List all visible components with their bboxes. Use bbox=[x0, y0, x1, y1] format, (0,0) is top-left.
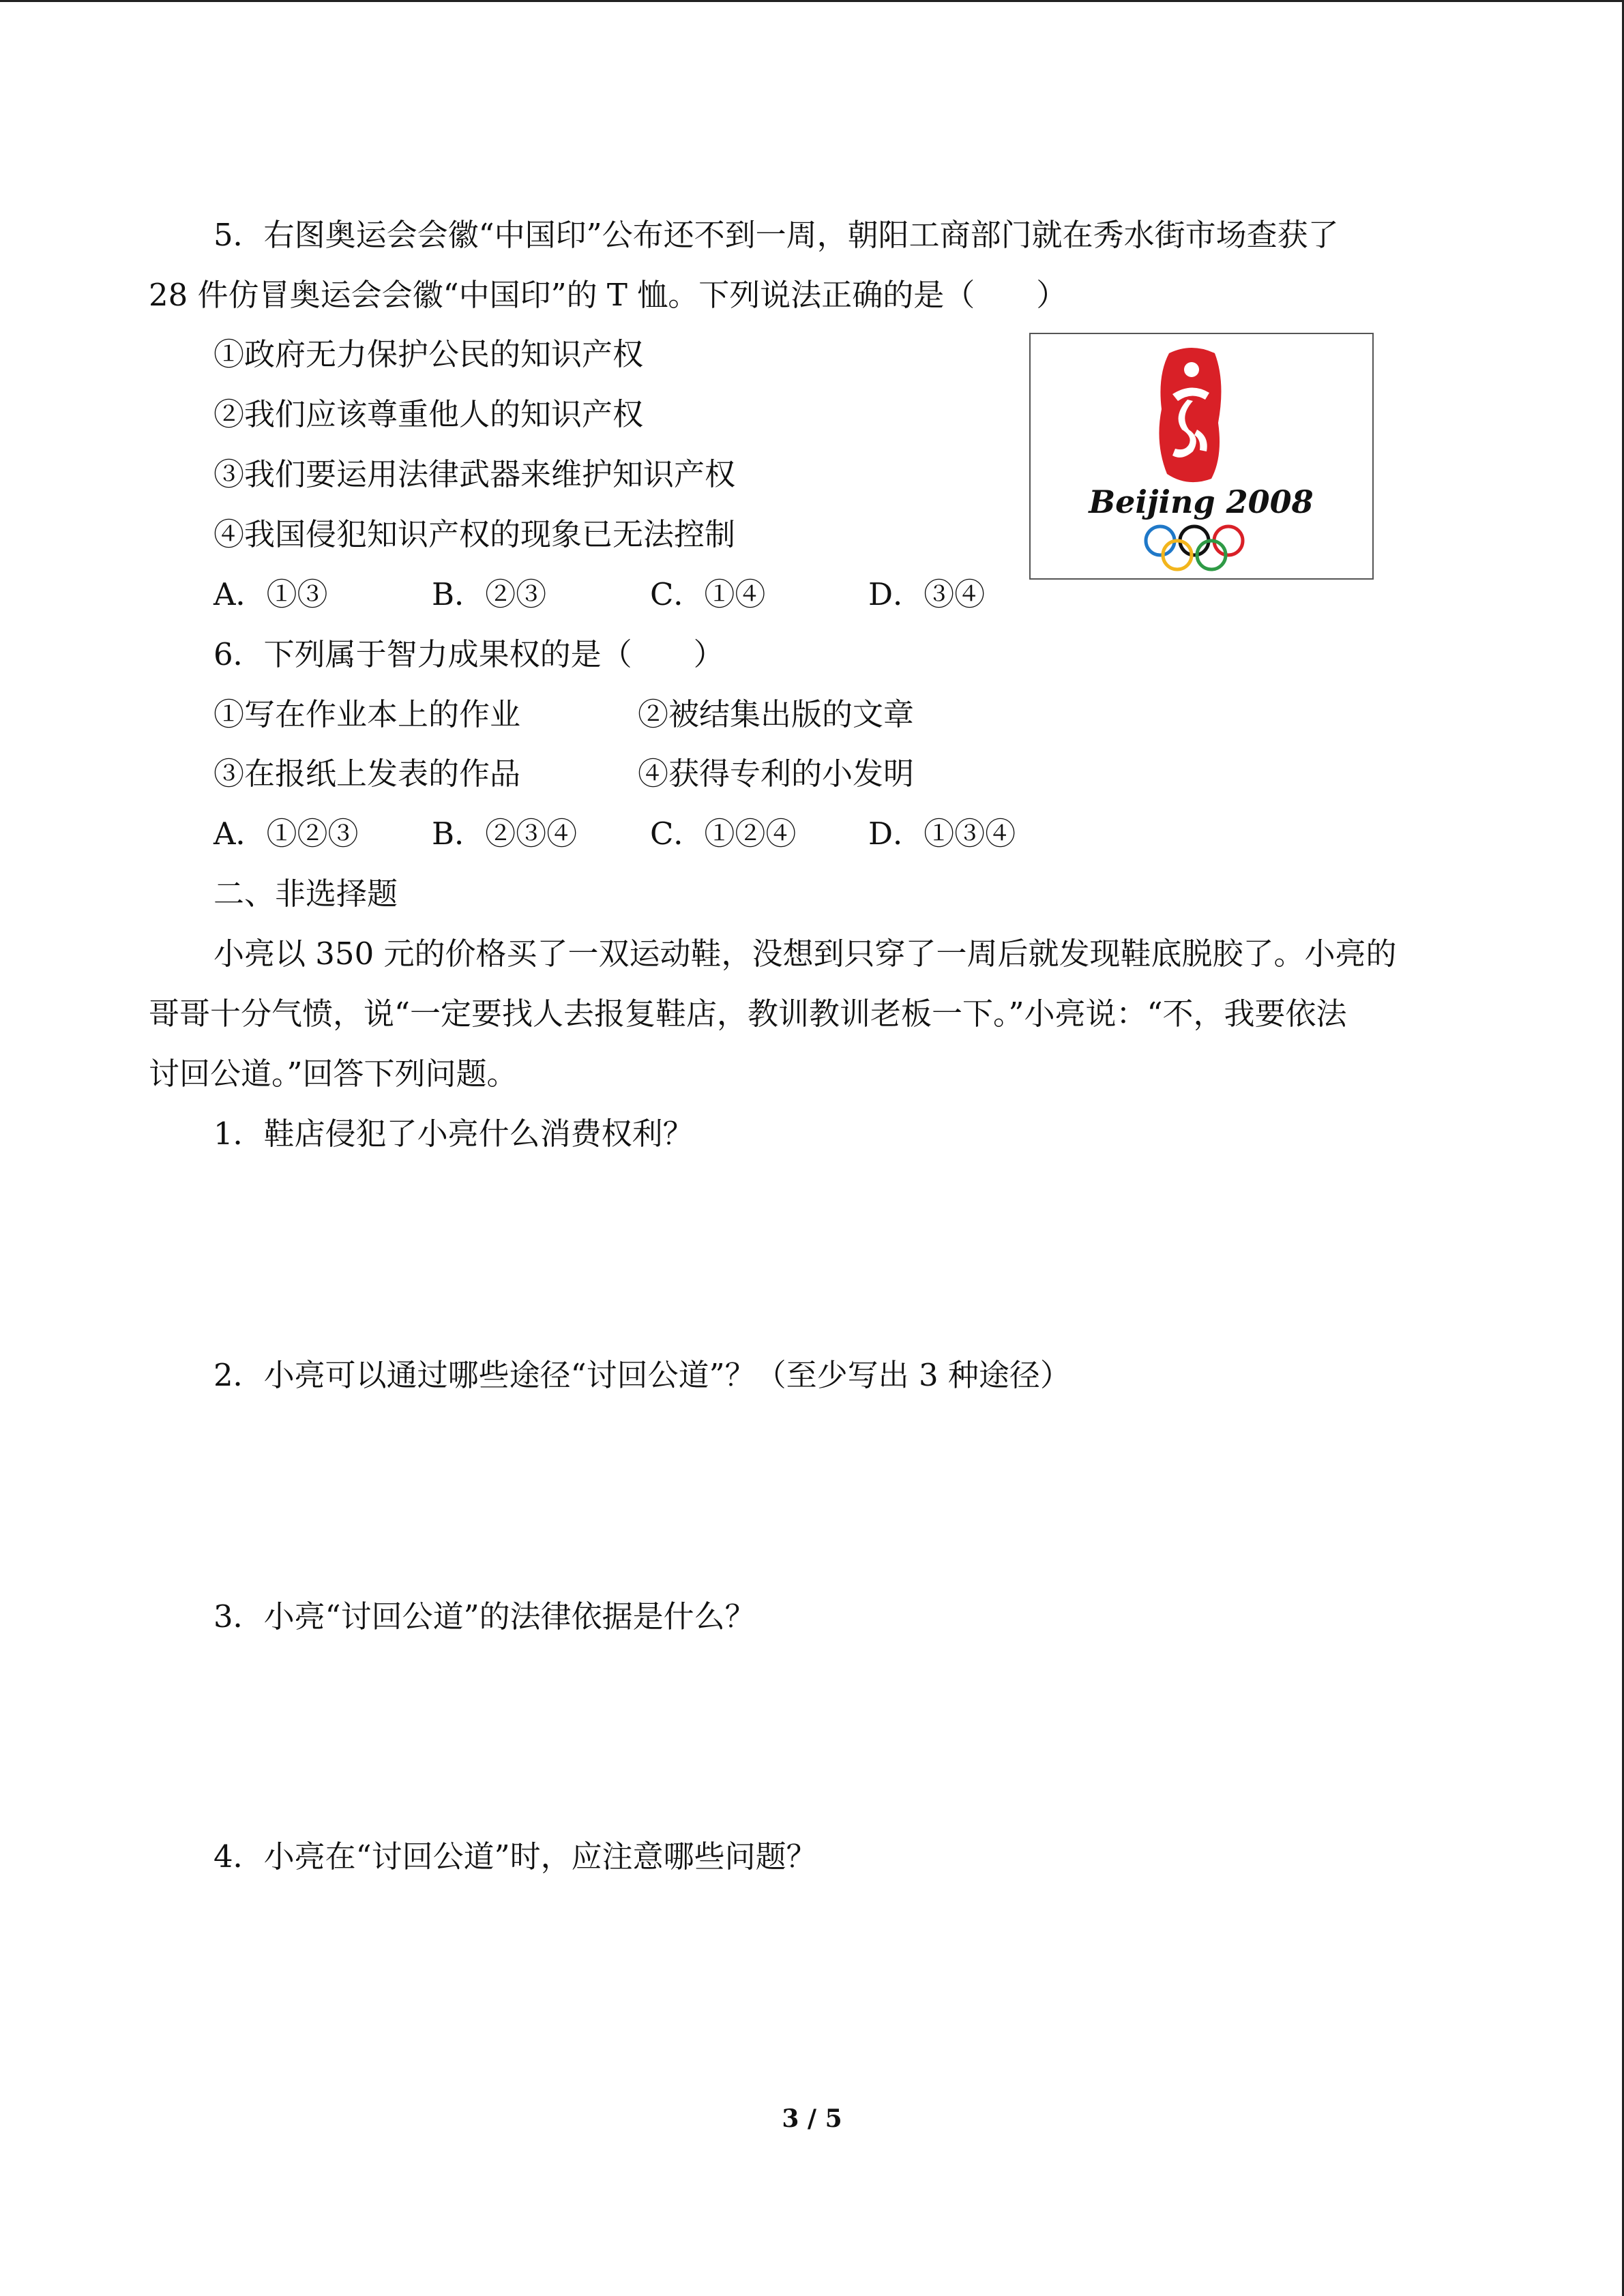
passage-line-3: 讨回公道。”回答下列问题。 bbox=[149, 1056, 518, 1092]
q5-stem-line2: 28 件仿冒奥运会会徽“中国印”的 T 恤。下列说法正确的是（ ） bbox=[149, 277, 1067, 313]
q6-option-b: B．②③④ bbox=[432, 816, 578, 852]
question-2: 2．小亮可以通过哪些途径“讨回公道”？（至少写出 3 种途径） bbox=[213, 1357, 1071, 1393]
page-number: 3 / 5 bbox=[782, 2104, 842, 2133]
q6-option-c: C．①②④ bbox=[650, 816, 797, 852]
q5-option-d: D．③④ bbox=[868, 576, 986, 612]
olympic-logo-icon bbox=[1031, 334, 1372, 578]
q6-option-d: D．①③④ bbox=[868, 816, 1016, 852]
beijing-2008-emblem bbox=[1029, 333, 1374, 580]
logo-text: Beijing 2008 bbox=[1089, 483, 1314, 520]
question-1: 1．鞋店侵犯了小亮什么消费权利？ bbox=[213, 1116, 694, 1152]
question-4: 4．小亮在“讨回公道”时，应注意哪些问题？ bbox=[213, 1838, 817, 1875]
q5-option-b: B．②③ bbox=[432, 576, 547, 612]
china-seal-icon bbox=[1159, 348, 1221, 482]
q5-option-a: A．①③ bbox=[213, 576, 328, 612]
q5-option-c: C．①④ bbox=[650, 576, 766, 612]
q6-item-3: ③在报纸上发表的作品 bbox=[213, 756, 521, 792]
page-frame-top bbox=[0, 0, 1624, 2]
q5-item-2: ②我们应该尊重他人的知识产权 bbox=[213, 396, 644, 432]
q6-option-a: A．①②③ bbox=[213, 816, 359, 852]
passage-line-1: 小亮以 350 元的价格买了一双运动鞋，没想到只穿了一周后就发现鞋底脱胶了。小亮的 bbox=[213, 936, 1397, 972]
section-title: 二、非选择题 bbox=[213, 876, 398, 912]
q5-item-3: ③我们要运用法律武器来维护知识产权 bbox=[213, 456, 736, 492]
q6-item-4: ④获得专利的小发明 bbox=[638, 756, 915, 792]
q6-item-1: ①写在作业本上的作业 bbox=[213, 696, 521, 732]
q5-item-4: ④我国侵犯知识产权的现象已无法控制 bbox=[213, 516, 736, 552]
passage-line-2: 哥哥十分气愤，说“一定要找人去报复鞋店，教训教训老板一下。”小亮说：“不，我要依法 bbox=[149, 996, 1347, 1032]
q6-stem: 6．下列属于智力成果权的是（ ） bbox=[213, 636, 724, 672]
q6-item-2: ②被结集出版的文章 bbox=[638, 696, 915, 732]
q5-stem-line1: 5．右图奥运会会徽“中国印”公布还不到一周，朝阳工商部门就在秀水街市场查获了 bbox=[213, 217, 1339, 253]
question-3: 3．小亮“讨回公道”的法律依据是什么？ bbox=[213, 1598, 756, 1635]
olympic-rings-icon bbox=[1146, 526, 1243, 569]
q5-item-1: ①政府无力保护公民的知识产权 bbox=[213, 336, 644, 372]
